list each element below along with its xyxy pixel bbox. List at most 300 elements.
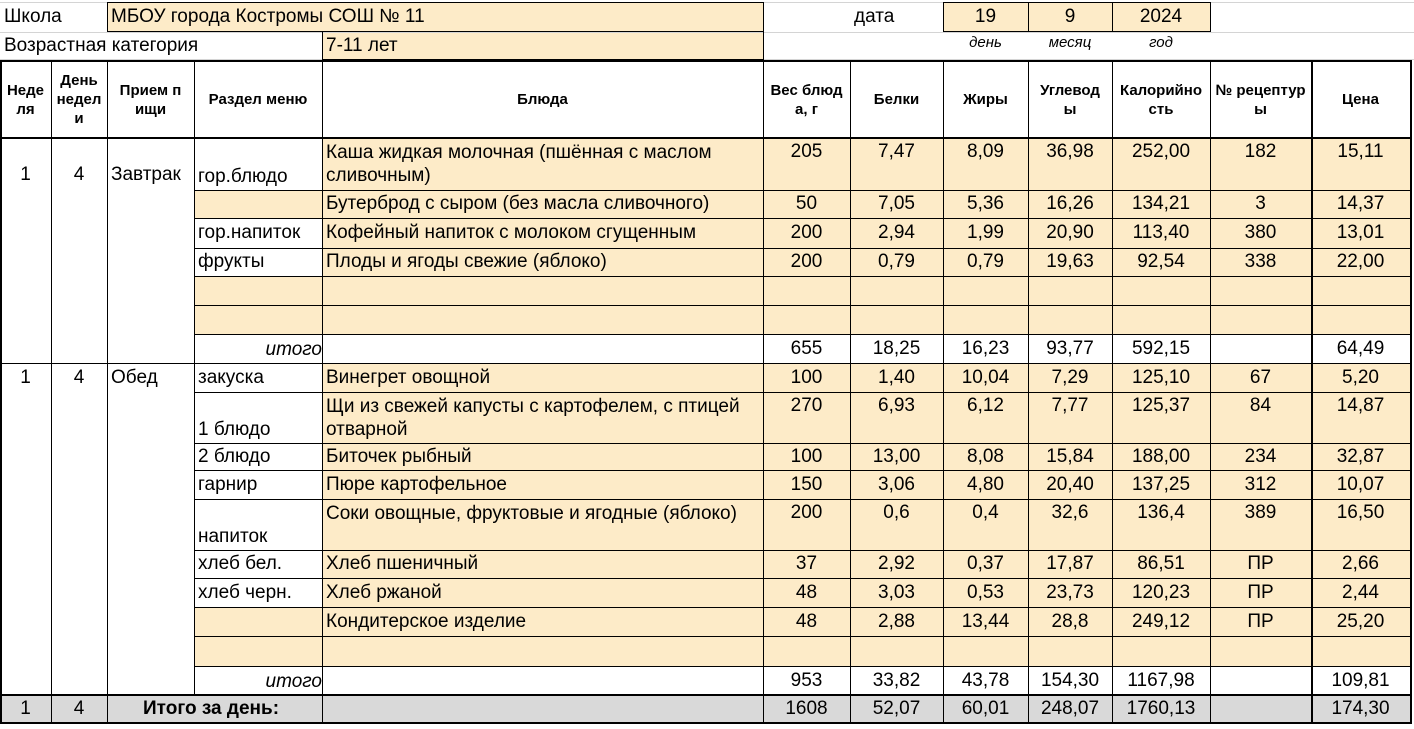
lunch-meal[interactable] <box>107 363 194 392</box>
value-recipe[interactable] <box>1210 499 1311 550</box>
value-recipe[interactable] <box>1210 392 1311 443</box>
total-carbs[interactable] <box>1028 666 1112 695</box>
value-price[interactable] <box>1311 190 1410 218</box>
value-protein-text: 2,88 <box>878 610 915 632</box>
col-header-carbs-text: Углеводы <box>1040 81 1100 118</box>
grid-line <box>107 2 763 3</box>
dish-name[interactable] <box>322 607 763 636</box>
empty-cell[interactable] <box>322 276 763 305</box>
date-label-text: дата <box>854 6 895 27</box>
total-price-text: 64,49 <box>1336 337 1385 359</box>
breakfast-week[interactable] <box>0 160 51 190</box>
value-cal-text: 86,51 <box>1137 553 1185 574</box>
value-carbs-text: 17,87 <box>1046 553 1094 574</box>
total-price-text: 109,81 <box>1331 669 1390 691</box>
dish-name[interactable] <box>322 443 763 470</box>
value-carbs-text: 7,77 <box>1051 395 1089 416</box>
value-weight[interactable] <box>763 218 850 248</box>
value-price[interactable] <box>1311 499 1410 550</box>
dish-name[interactable] <box>322 363 763 392</box>
dish-name[interactable] <box>322 248 763 276</box>
value-weight[interactable] <box>763 363 850 392</box>
grid-line <box>194 550 1411 551</box>
day-total-price-text: 174,30 <box>1331 698 1390 719</box>
school-label[interactable] <box>0 3 107 31</box>
col-header-recipe-text: № рецептуры <box>1215 81 1306 118</box>
value-protein[interactable] <box>850 190 943 218</box>
lunch-day-text: 4 <box>73 366 85 388</box>
value-cal[interactable] <box>1112 578 1210 607</box>
empty-cell[interactable] <box>194 636 322 666</box>
dish-name[interactable] <box>322 550 763 578</box>
total-cal-text: 592,15 <box>1131 337 1191 359</box>
grid-line <box>763 2 764 60</box>
menu-section[interactable] <box>194 363 322 392</box>
value-protein-text: 0,79 <box>878 251 915 272</box>
value-fat-text: 13,44 <box>961 610 1010 632</box>
value-price[interactable] <box>1311 470 1410 499</box>
menu-section[interactable] <box>194 499 322 550</box>
value-cal[interactable] <box>1112 138 1210 190</box>
value-cal[interactable] <box>1112 443 1210 470</box>
menu-section[interactable] <box>194 607 322 636</box>
dish-name[interactable] <box>322 392 763 443</box>
value-fat-text: 5,36 <box>967 193 1004 214</box>
value-cal[interactable] <box>1112 190 1210 218</box>
value-price-text: 32,87 <box>1336 445 1385 467</box>
value-weight[interactable] <box>763 392 850 443</box>
empty-cell[interactable] <box>1210 636 1311 666</box>
menu-section-text: хлеб бел. <box>198 553 283 574</box>
year-caption-text: год <box>1149 34 1173 51</box>
value-protein-text: 1,40 <box>878 366 915 388</box>
value-price-text: 15,11 <box>1337 141 1384 162</box>
year-caption[interactable] <box>1112 31 1210 55</box>
school-value[interactable] <box>107 3 763 31</box>
value-cal-text: 252,00 <box>1131 141 1191 162</box>
total-cal[interactable] <box>1112 334 1210 363</box>
value-weight[interactable] <box>763 550 850 578</box>
day-total-fat[interactable] <box>943 695 1028 723</box>
col-header-price[interactable] <box>1311 61 1410 138</box>
day-total-week[interactable] <box>0 695 51 723</box>
value-price[interactable] <box>1311 607 1410 636</box>
value-carbs-text: 20,40 <box>1046 473 1094 495</box>
value-carbs[interactable] <box>1028 550 1112 578</box>
grid-line <box>194 363 1411 364</box>
empty-cell[interactable] <box>1210 305 1311 334</box>
value-carbs-text: 32,6 <box>1051 502 1089 523</box>
value-protein[interactable] <box>850 443 943 470</box>
value-protein[interactable] <box>850 392 943 443</box>
value-recipe[interactable] <box>1210 443 1311 470</box>
value-cal-text: 137,25 <box>1131 473 1191 495</box>
day-total-protein[interactable] <box>850 695 943 723</box>
value-fat-text: 4,80 <box>967 473 1004 495</box>
value-price[interactable] <box>1311 248 1410 276</box>
day-total-carbs[interactable] <box>1028 695 1112 723</box>
col-header-dishes-text: Блюда <box>517 91 568 108</box>
value-weight-text: 100 <box>790 445 823 467</box>
day-total-label-text: Итого за день: <box>143 698 280 719</box>
col-header-week[interactable] <box>0 61 51 138</box>
value-fat[interactable] <box>943 499 1028 550</box>
total-label[interactable] <box>194 334 322 363</box>
value-price[interactable] <box>1311 443 1410 470</box>
value-weight-text: 37 <box>795 553 818 574</box>
grid-line <box>194 443 1411 444</box>
value-carbs[interactable] <box>1028 470 1112 499</box>
value-protein[interactable] <box>850 578 943 607</box>
day-caption-text: день <box>969 34 1002 51</box>
total-weight[interactable] <box>763 334 850 363</box>
value-protein-text: 6,93 <box>878 395 915 416</box>
value-recipe[interactable] <box>1210 363 1311 392</box>
col-header-day_of_week[interactable] <box>51 61 107 138</box>
empty-cell[interactable] <box>1028 305 1112 334</box>
lunch-day[interactable] <box>51 363 107 392</box>
grid-line <box>107 60 108 138</box>
col-header-day_of_week-text: День недели <box>56 72 102 127</box>
value-recipe-text: 389 <box>1244 502 1277 523</box>
menu-section[interactable] <box>194 392 322 443</box>
value-fat[interactable] <box>943 190 1028 218</box>
grid-line <box>51 138 52 723</box>
menu-section[interactable] <box>194 218 322 248</box>
empty-cell[interactable] <box>322 636 763 666</box>
value-cal-text: 125,10 <box>1131 366 1191 388</box>
value-cal[interactable] <box>1112 499 1210 550</box>
value-cal[interactable] <box>1112 550 1210 578</box>
col-header-section-text: Раздел меню <box>208 91 308 108</box>
dish-name-text: Биточек рыбный <box>326 445 472 467</box>
empty-cell[interactable] <box>943 305 1028 334</box>
value-weight[interactable] <box>763 443 850 470</box>
value-carbs[interactable] <box>1028 218 1112 248</box>
value-protein[interactable] <box>850 363 943 392</box>
value-fat[interactable] <box>943 578 1028 607</box>
menu-section[interactable] <box>194 248 322 276</box>
age-value[interactable] <box>322 33 763 59</box>
total-label[interactable] <box>194 666 322 695</box>
date-month-text: 9 <box>1064 6 1076 27</box>
value-weight[interactable] <box>763 190 850 218</box>
breakfast-meal[interactable] <box>107 160 194 190</box>
age-label-text: Возрастная категория <box>4 35 199 56</box>
value-fat[interactable] <box>943 443 1028 470</box>
value-fat[interactable] <box>943 470 1028 499</box>
value-price-text: 14,87 <box>1336 395 1385 416</box>
value-weight-text: 270 <box>790 395 823 416</box>
day-total-day[interactable] <box>51 695 107 723</box>
col-header-weight[interactable] <box>763 61 850 138</box>
grid-line <box>194 276 1411 277</box>
value-fat[interactable] <box>943 248 1028 276</box>
value-price[interactable] <box>1311 138 1410 190</box>
age-label[interactable] <box>0 33 322 59</box>
day-caption[interactable] <box>943 31 1028 55</box>
breakfast-meal-text: Завтрак <box>111 164 181 185</box>
value-carbs[interactable] <box>1028 499 1112 550</box>
value-weight[interactable] <box>763 470 850 499</box>
total-protein[interactable] <box>850 334 943 363</box>
total-price[interactable] <box>1311 666 1410 695</box>
empty-cell[interactable] <box>1112 276 1210 305</box>
empty-cell[interactable] <box>1028 276 1112 305</box>
lunch-meal-text: Обед <box>111 366 158 388</box>
value-fat-text: 6,12 <box>967 395 1004 416</box>
menu-section-text: фрукты <box>198 251 265 272</box>
grid-line <box>322 60 323 138</box>
empty-cell[interactable] <box>194 276 322 305</box>
value-price-text: 2,44 <box>1342 581 1379 603</box>
value-protein[interactable] <box>850 499 943 550</box>
value-carbs-text: 7,29 <box>1051 366 1089 388</box>
grid-line <box>850 60 851 138</box>
total-weight[interactable] <box>763 666 850 695</box>
dish-name-text: Каша жидкая молочная (пшённая с маслом сливочным) <box>326 142 712 186</box>
dish-name-text: Хлеб ржаной <box>326 581 442 603</box>
menu-section[interactable] <box>194 443 322 470</box>
dish-name[interactable] <box>322 138 763 190</box>
empty-cell[interactable] <box>943 636 1028 666</box>
value-recipe[interactable] <box>1210 138 1311 190</box>
value-price[interactable] <box>1311 363 1410 392</box>
empty-cell[interactable] <box>850 305 943 334</box>
empty-cell[interactable] <box>1210 276 1311 305</box>
value-fat[interactable] <box>943 550 1028 578</box>
day-total-recipe[interactable] <box>1210 695 1311 723</box>
dish-name[interactable] <box>322 218 763 248</box>
empty-cell[interactable] <box>763 305 850 334</box>
value-fat[interactable] <box>943 607 1028 636</box>
menu-section[interactable] <box>194 470 322 499</box>
empty-cell[interactable] <box>850 276 943 305</box>
col-header-fat[interactable] <box>943 61 1028 138</box>
value-weight[interactable] <box>763 248 850 276</box>
col-header-recipe[interactable] <box>1210 61 1311 138</box>
value-recipe-text: 312 <box>1244 473 1277 495</box>
value-protein-text: 7,05 <box>878 193 915 214</box>
dish-name[interactable] <box>322 578 763 607</box>
total-weight-text: 655 <box>790 337 823 359</box>
empty-cell[interactable] <box>943 276 1028 305</box>
empty-cell[interactable] <box>850 636 943 666</box>
col-header-dishes[interactable] <box>322 61 763 138</box>
value-protein[interactable] <box>850 607 943 636</box>
value-recipe-text: ПР <box>1247 553 1274 574</box>
dish-name-text: Кофейный напиток с молоком сгущенным <box>326 222 697 243</box>
breakfast-day[interactable] <box>51 160 107 190</box>
col-header-meal[interactable] <box>107 61 194 138</box>
age-value-text: 7-11 лет <box>326 35 398 56</box>
value-carbs[interactable] <box>1028 607 1112 636</box>
menu-section-text: хлеб черн. <box>198 581 292 603</box>
value-recipe[interactable] <box>1210 607 1311 636</box>
empty-cell[interactable] <box>1112 636 1210 666</box>
value-carbs[interactable] <box>1028 443 1112 470</box>
date-day[interactable] <box>943 3 1028 31</box>
value-price[interactable] <box>1311 550 1410 578</box>
lunch-week[interactable] <box>0 363 51 392</box>
value-recipe[interactable] <box>1210 218 1311 248</box>
date-month[interactable] <box>1028 3 1112 31</box>
menu-section[interactable] <box>194 578 322 607</box>
grid-line <box>194 190 1411 191</box>
total-fat-text: 43,78 <box>961 669 1010 691</box>
value-cal[interactable] <box>1112 392 1210 443</box>
empty-cell[interactable] <box>1311 636 1410 666</box>
value-recipe[interactable] <box>1210 470 1311 499</box>
value-protein-text: 13,00 <box>872 445 921 467</box>
value-weight-text: 48 <box>795 610 818 632</box>
total-protein-text: 33,82 <box>872 669 921 691</box>
value-carbs[interactable] <box>1028 190 1112 218</box>
grid-line <box>194 334 1411 335</box>
menu-section-text: напиток <box>198 526 268 547</box>
value-fat-text: 0,37 <box>967 553 1004 574</box>
total-protein[interactable] <box>850 666 943 695</box>
empty-cell[interactable] <box>322 305 763 334</box>
value-cal[interactable] <box>1112 248 1210 276</box>
value-cal[interactable] <box>1112 218 1210 248</box>
value-protein-text: 2,94 <box>878 222 915 243</box>
value-weight-text: 200 <box>790 502 823 523</box>
empty-cell[interactable] <box>1028 636 1112 666</box>
day-total-weight[interactable] <box>763 695 850 723</box>
value-weight[interactable] <box>763 578 850 607</box>
value-weight[interactable] <box>763 499 850 550</box>
value-recipe-text: 84 <box>1249 395 1272 416</box>
value-cal-text: 136,4 <box>1137 502 1185 523</box>
value-protein-text: 0,6 <box>883 502 910 523</box>
value-cal[interactable] <box>1112 470 1210 499</box>
grid-line <box>194 138 195 694</box>
value-cal[interactable] <box>1112 363 1210 392</box>
day-total-cal[interactable] <box>1112 695 1210 723</box>
value-recipe[interactable] <box>1210 550 1311 578</box>
col-header-protein[interactable] <box>850 61 943 138</box>
total-label-text: итого <box>265 339 322 360</box>
value-weight[interactable] <box>763 138 850 190</box>
empty-cell[interactable] <box>763 636 850 666</box>
value-carbs-text: 23,73 <box>1046 581 1094 603</box>
date-day-text: 19 <box>974 6 997 27</box>
value-recipe[interactable] <box>1210 190 1311 218</box>
value-carbs[interactable] <box>1028 138 1112 190</box>
empty-cell[interactable] <box>1311 276 1410 305</box>
value-cal-text: 249,12 <box>1131 610 1191 632</box>
total-fat[interactable] <box>943 334 1028 363</box>
date-label[interactable] <box>850 3 943 31</box>
date-year[interactable] <box>1112 3 1210 31</box>
value-fat-text: 1,99 <box>967 222 1004 243</box>
grid-line <box>322 32 323 60</box>
menu-section[interactable] <box>194 138 322 190</box>
value-cal-text: 134,21 <box>1131 193 1191 214</box>
value-protein[interactable] <box>850 550 943 578</box>
value-recipe[interactable] <box>1210 578 1311 607</box>
empty-cell[interactable] <box>1112 305 1210 334</box>
col-header-price-text: Цена <box>1342 91 1379 108</box>
value-carbs-text: 15,84 <box>1046 445 1094 467</box>
empty-cell[interactable] <box>194 305 322 334</box>
total-cal[interactable] <box>1112 666 1210 695</box>
value-weight-text: 200 <box>790 251 823 272</box>
value-price[interactable] <box>1311 392 1410 443</box>
value-fat[interactable] <box>943 392 1028 443</box>
value-fat[interactable] <box>943 138 1028 190</box>
menu-section-text: 2 блюдо <box>198 445 271 467</box>
value-carbs[interactable] <box>1028 392 1112 443</box>
dish-name-text: Соки овощные, фруктовые и ягодные (яблоко) <box>326 503 737 524</box>
day-total-day-text: 4 <box>73 698 85 719</box>
value-protein[interactable] <box>850 248 943 276</box>
dish-name[interactable] <box>322 499 763 550</box>
value-price[interactable] <box>1311 578 1410 607</box>
value-price-text: 16,50 <box>1336 502 1385 523</box>
value-price[interactable] <box>1311 218 1410 248</box>
day-total-label[interactable] <box>107 695 763 723</box>
value-recipe[interactable] <box>1210 248 1311 276</box>
value-weight-text: 150 <box>790 473 823 495</box>
grid-line <box>0 722 1411 724</box>
value-recipe-text: 182 <box>1244 141 1277 162</box>
value-protein[interactable] <box>850 138 943 190</box>
menu-section[interactable] <box>194 550 322 578</box>
dish-name[interactable] <box>322 470 763 499</box>
breakfast-day-text: 4 <box>73 164 85 185</box>
value-cal-text: 113,40 <box>1132 222 1190 243</box>
value-weight[interactable] <box>763 607 850 636</box>
value-protein[interactable] <box>850 218 943 248</box>
col-header-carbs[interactable] <box>1028 61 1112 138</box>
dish-name[interactable] <box>322 190 763 218</box>
col-header-section[interactable] <box>194 61 322 138</box>
empty-cell[interactable] <box>763 276 850 305</box>
total-protein-text: 18,25 <box>872 337 921 359</box>
menu-section-text: закуска <box>198 366 264 388</box>
value-weight-text: 50 <box>795 193 818 214</box>
value-protein[interactable] <box>850 470 943 499</box>
total-cal-text: 1167,98 <box>1127 669 1195 691</box>
total-carbs[interactable] <box>1028 334 1112 363</box>
col-header-calories[interactable] <box>1112 61 1210 138</box>
day-total-price[interactable] <box>1311 695 1410 723</box>
month-caption[interactable] <box>1028 31 1112 55</box>
total-price[interactable] <box>1311 334 1410 363</box>
value-carbs[interactable] <box>1028 248 1112 276</box>
value-cal[interactable] <box>1112 607 1210 636</box>
value-price-text: 13,01 <box>1336 222 1385 243</box>
grid-line <box>194 607 1411 608</box>
value-carbs[interactable] <box>1028 578 1112 607</box>
value-recipe-text: ПР <box>1247 610 1274 632</box>
value-carbs[interactable] <box>1028 363 1112 392</box>
empty-cell[interactable] <box>1311 305 1410 334</box>
value-fat[interactable] <box>943 363 1028 392</box>
menu-section[interactable] <box>194 190 322 218</box>
day-total-carbs-text: 248,07 <box>1040 698 1100 719</box>
value-cal-text: 125,37 <box>1131 395 1191 416</box>
grid-line <box>194 499 1411 500</box>
col-header-weight-text: Вес блюда, г <box>770 81 843 118</box>
value-fat[interactable] <box>943 218 1028 248</box>
value-price-text: 22,00 <box>1336 251 1385 272</box>
total-fat[interactable] <box>943 666 1028 695</box>
grid-line <box>0 60 1411 62</box>
grid-line <box>763 60 764 138</box>
